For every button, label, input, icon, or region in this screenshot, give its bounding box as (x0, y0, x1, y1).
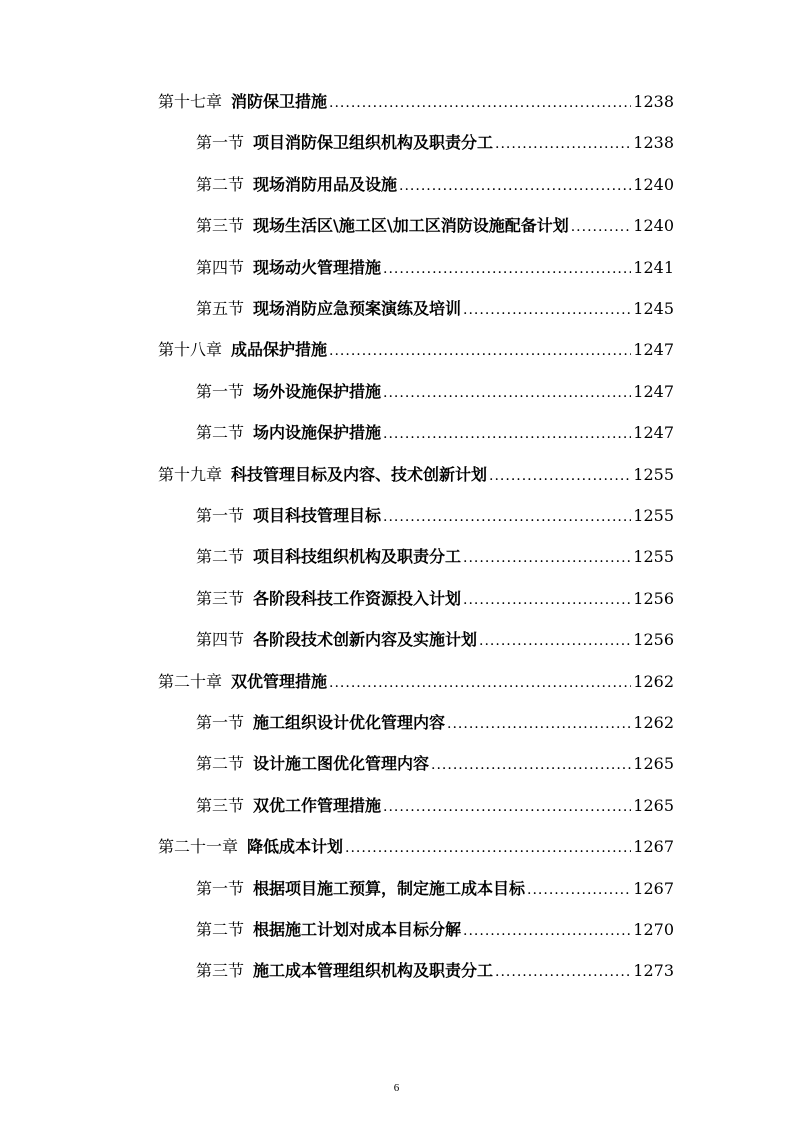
toc-chapter-entry[interactable] (158, 668, 674, 696)
entry-title: 科技管理目标及内容、技术创新计划 (231, 464, 488, 484)
dot-leader (495, 958, 631, 986)
entry-page-number: 1265 (633, 795, 674, 815)
entry-number: 第二节 (196, 174, 245, 194)
dot-leader (383, 255, 631, 283)
entry-number: 第三节 (196, 961, 245, 981)
entry-page-number: 1273 (633, 961, 674, 981)
entry-number: 第二节 (196, 547, 245, 567)
entry-page-number: 1255 (633, 464, 674, 484)
toc-section-entry[interactable] (196, 212, 674, 240)
dot-leader (329, 337, 631, 365)
dot-leader (527, 876, 631, 904)
entry-number: 第二节 (196, 920, 245, 939)
toc-section-entry[interactable] (196, 129, 674, 157)
toc-section-entry[interactable] (196, 254, 674, 282)
entry-title: 消防保卫措施 (231, 92, 328, 111)
entry-number: 第一节 (196, 381, 245, 401)
dot-leader (383, 793, 631, 821)
entry-number: 第二节 (196, 754, 245, 774)
toc-section-entry[interactable] (196, 957, 674, 985)
entry-number: 第二十一章 (158, 837, 239, 857)
entry-number: 第五节 (196, 299, 245, 318)
toc-chapter-entry[interactable] (158, 833, 674, 861)
entry-page-number: 1241 (633, 257, 674, 277)
toc-section-entry[interactable] (196, 709, 674, 737)
toc-chapter-entry[interactable] (158, 336, 674, 364)
entry-page-number: 1238 (633, 92, 674, 111)
entry-page-number: 1267 (633, 837, 674, 857)
toc-section-entry[interactable] (196, 916, 674, 944)
entry-title: 根据施工计划对成本目标分解 (253, 920, 462, 939)
toc-section-entry[interactable] (196, 378, 674, 406)
entry-number: 第四节 (196, 630, 245, 650)
toc-chapter-entry[interactable] (158, 461, 674, 489)
entry-title: 现场消防用品及设施 (253, 174, 398, 194)
entry-title: 项目消防保卫组织机构及职责分工 (253, 133, 494, 153)
toc-chapter-entry[interactable] (158, 88, 674, 116)
entry-title: 场外设施保护措施 (253, 381, 382, 401)
entry-title: 场内设施保护措施 (253, 423, 382, 443)
entry-title: 施工成本管理组织机构及职责分工 (253, 961, 494, 981)
entry-page-number: 1247 (633, 381, 674, 401)
entry-page-number: 1256 (633, 588, 674, 608)
entry-page-number: 1256 (633, 630, 674, 650)
entry-number: 第十九章 (158, 464, 223, 484)
entry-page-number: 1240 (633, 216, 674, 236)
toc-section-entry[interactable] (196, 585, 674, 613)
page-number: 6 (393, 1082, 400, 1094)
entry-number: 第十八章 (158, 340, 223, 360)
entry-page-number: 1262 (633, 671, 674, 691)
toc-section-entry[interactable] (196, 875, 674, 903)
dot-leader (463, 586, 631, 614)
dot-leader (479, 627, 631, 655)
entry-title: 项目科技管理目标 (253, 506, 382, 525)
entry-number: 第三节 (196, 795, 245, 815)
entry-page-number: 1255 (633, 547, 674, 567)
entry-page-number: 1270 (633, 920, 674, 939)
entry-title: 各阶段科技工作资源投入计划 (253, 588, 462, 608)
entry-title: 双优管理措施 (231, 671, 328, 691)
dot-leader (489, 462, 631, 490)
entry-title: 项目科技组织机构及职责分工 (253, 547, 462, 567)
entry-number: 第四节 (196, 257, 245, 277)
dot-leader (463, 544, 631, 572)
entry-page-number: 1267 (633, 878, 674, 898)
dot-leader (383, 379, 631, 407)
entry-page-number: 1262 (633, 713, 674, 732)
dot-leader (329, 89, 631, 117)
dot-leader (495, 130, 631, 158)
entry-number: 第三节 (196, 216, 245, 236)
dot-leader (345, 834, 631, 862)
dot-leader (399, 172, 631, 200)
entry-page-number: 1240 (633, 174, 674, 194)
toc-section-entry[interactable] (196, 626, 674, 654)
entry-page-number: 1245 (633, 299, 674, 318)
entry-page-number: 1247 (633, 423, 674, 443)
entry-title: 施工组织设计优化管理内容 (253, 713, 446, 732)
entry-title: 降低成本计划 (247, 837, 344, 857)
entry-number: 第一节 (196, 878, 245, 898)
entry-number: 第十七章 (158, 92, 223, 111)
dot-leader (431, 751, 631, 779)
dot-leader (463, 296, 631, 324)
entry-title: 各阶段技术创新内容及实施计划 (253, 630, 478, 650)
entry-number: 第二节 (196, 423, 245, 443)
toc-section-entry[interactable] (196, 792, 674, 820)
entry-number: 第一节 (196, 506, 245, 525)
toc-section-entry[interactable] (196, 295, 674, 323)
dot-leader (571, 213, 632, 241)
entry-title: 现场消防应急预案演练及培训 (253, 299, 462, 318)
dot-leader (329, 669, 631, 697)
dot-leader (447, 710, 631, 738)
dot-leader (383, 420, 631, 448)
toc-section-entry[interactable] (196, 171, 674, 199)
toc-section-entry[interactable] (196, 543, 674, 571)
entry-number: 第三节 (196, 588, 245, 608)
entry-title: 双优工作管理措施 (253, 795, 382, 815)
entry-page-number: 1247 (633, 340, 674, 360)
entry-title: 设计施工图优化管理内容 (253, 754, 430, 774)
toc-section-entry[interactable] (196, 750, 674, 778)
entry-title: 现场动火管理措施 (253, 257, 382, 277)
entry-number: 第一节 (196, 713, 245, 732)
entry-page-number: 1255 (633, 506, 674, 525)
entry-page-number: 1238 (633, 133, 674, 153)
entry-page-number: 1265 (633, 754, 674, 774)
entry-title: 成品保护措施 (231, 340, 328, 360)
dot-leader (463, 917, 631, 945)
entry-title: 根据项目施工预算，制定施工成本目标 (253, 878, 526, 898)
entry-number: 第一节 (196, 133, 245, 153)
entry-title: 现场生活区\施工区\加工区消防设施配备计划 (253, 216, 569, 236)
dot-leader (383, 503, 631, 531)
toc-section-entry[interactable] (196, 419, 674, 447)
entry-number: 第二十章 (158, 671, 223, 691)
toc-section-entry[interactable] (196, 502, 674, 530)
